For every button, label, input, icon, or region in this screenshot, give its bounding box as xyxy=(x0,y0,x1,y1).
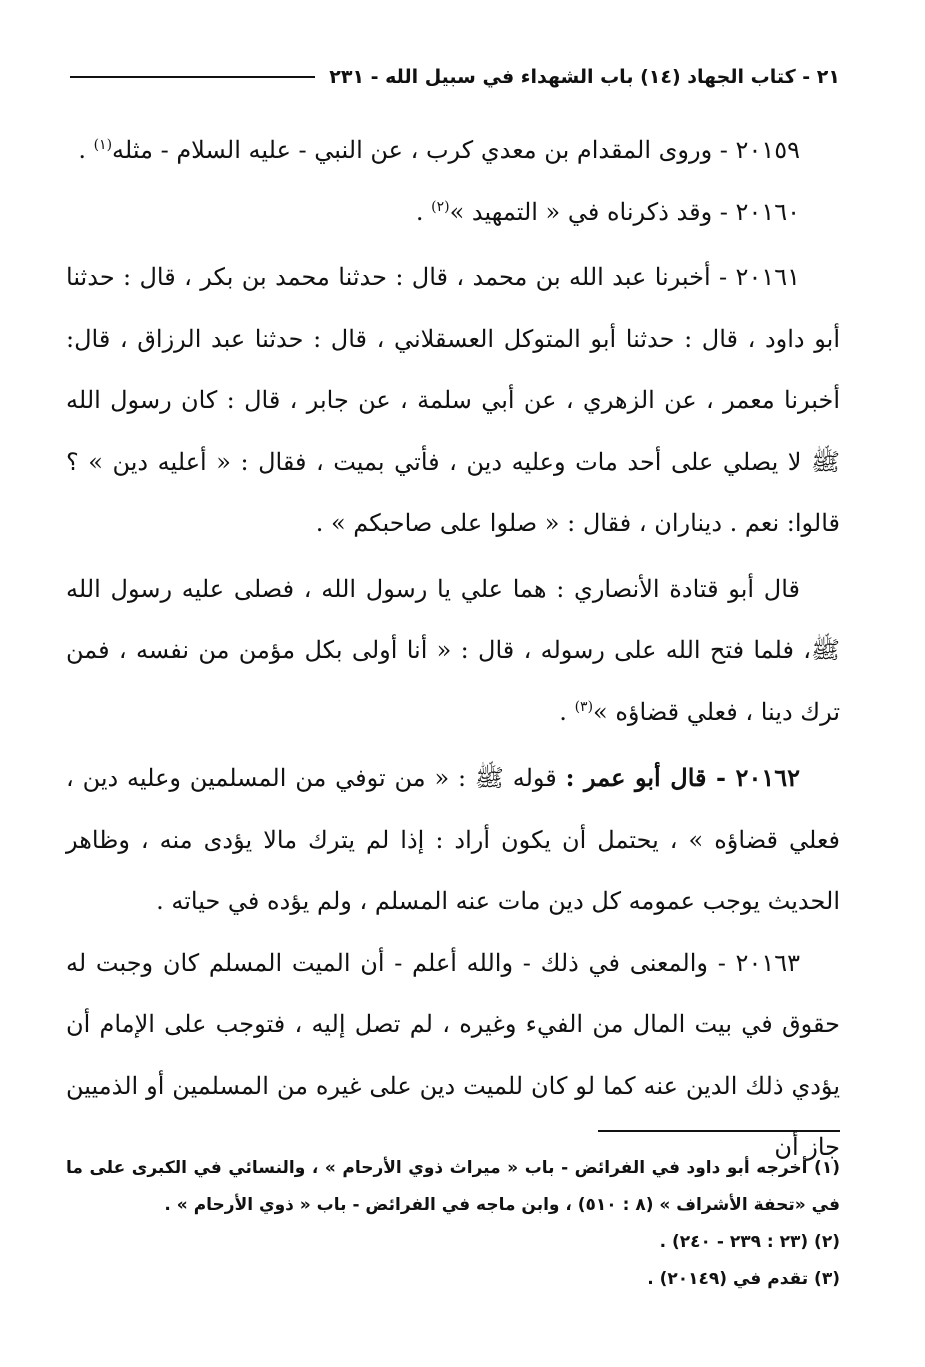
footnote-ref-2[interactable]: (٢) xyxy=(431,198,450,215)
running-head-title: ٢١ - كتاب الجهاد (١٤) باب الشهداء في سبيل الله - ٢٣١ xyxy=(329,66,840,88)
footnote-ref-3[interactable]: (٣) xyxy=(574,698,594,715)
paragraph-abu-qatada: قال أبو قتادة الأنصاري : هما علي يا رسول الله ، فصلى عليه رسول الله ﷺ، فلما فتح الله على رسوله ، قال : « أنا أولى بكل مؤمن من نفسه ، فمن ترك دينا ، فعلي قضاؤه »$^{(٣)}$ . xyxy=(66,574,840,726)
paragraph-20161: ٢٠١٦١ - أخبرنا عبد الله بن محمد ، قال : حدثنا محمد بن بكر ، قال : حدثنا أبو داود ، قال : حدثنا أبو المتوكل العسقلاني ، قال : حدثنا عبد الرزاق ، قال: أخبرنا معمر ، عن الزهري ، عن أبي سلمة ، عن جابر ، قال : كان رسول الله ﷺ لا يصلي على أحد مات وعليه دين ، فأتي بميت ، فقال : « أعليه دين » ؟ قالوا: نعم . ديناران ، فقال : « صلوا على صاحبكم » . xyxy=(66,263,840,537)
paragraph-20159: ٢٠١٥٩ - وروى المقدام بن معدي كرب ، عن النبي - عليه السلام - مثله$^{(١)}$ . xyxy=(78,136,800,164)
paragraph-20162: ٢٠١٦٢ - قال أبو عمر : قوله ﷺ : « من توفي من المسلمين وعليه دين ، فعلي قضاؤه » ، يحتمل أن يكون أراد : إذا لم يترك مالا يؤدى منه ، وظاهر الحديث يوجب عمومه كل دين مات عنه المسلم ، ولم يؤده في حياته . xyxy=(66,763,840,915)
footnote-ref-1[interactable]: (١) xyxy=(93,137,113,153)
main-text xyxy=(66,120,840,1179)
footnote-3: (٣) تقدم في (٢٠١٤٩) . xyxy=(647,1269,840,1289)
paragraph-20160: ٢٠١٦٠ - وقد ذكرناه في « التمهيد »$^{(٢)}$ . xyxy=(415,197,800,226)
running-head xyxy=(70,62,840,92)
header-rule xyxy=(70,76,315,78)
footnote-1: (١) أخرجه أبو داود في الفرائض - باب « ميراث ذوي الأرحام » ، والنسائي في الكبرى على ما في «تحفة الأشراف » (٨ : ٥١٠) ، وابن ماجه في الفرائض - باب « ذوي الأرحام » . xyxy=(66,1158,840,1215)
footnote-2: (٢) (٢٣ : ٢٣٩ - ٢٤٠) . xyxy=(659,1232,840,1252)
footnotes xyxy=(66,1150,840,1298)
paragraph-lead: ٢٠١٦٢ - قال أبو عمر : xyxy=(565,763,800,792)
paragraph-20163: ٢٠١٦٣ - والمعنى في ذلك - والله أعلم - أن الميت المسلم كان وجبت له حقوق في بيت المال من الفيء وغيره ، لم تصل إليه ، فتوجب على الإمام أن يؤدي ذلك الدين عنه كما لو كان للميت دين على غيره من المسلمين أو الذميين جاز أن xyxy=(66,948,840,1161)
footnote-separator xyxy=(598,1130,840,1132)
